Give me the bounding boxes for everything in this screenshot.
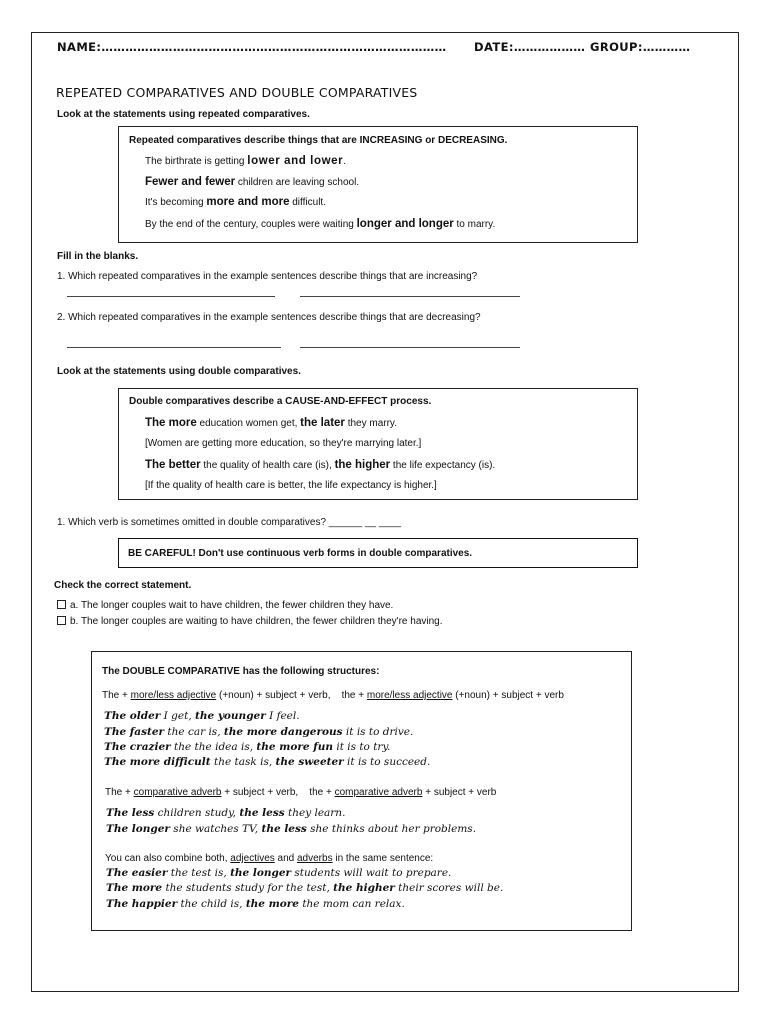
example-sentence: The older I get, the younger I feel. (104, 710, 300, 722)
answer-blank[interactable] (300, 296, 520, 297)
example-sentence: By the end of the century, couples were waiting longer and longer to marry. (145, 218, 496, 230)
fill-heading: Fill in the blanks. (57, 251, 139, 262)
omitted-verb-question: 1. Which verb is sometimes omitted in double comparatives? ______ __ ____ (57, 517, 402, 528)
box-title: Double comparatives describe a CAUSE-AND-EFFECT process. (129, 396, 432, 407)
checkbox-a[interactable] (57, 600, 66, 609)
date-field[interactable]: DATE:……………… (474, 40, 586, 54)
structures-title: The DOUBLE COMPARATIVE has the following structures: (102, 666, 380, 677)
example-sentence: The more education women get, the later they marry. (145, 417, 397, 429)
box-title: Repeated comparatives describe things that are INCREASING or DECREASING. (129, 135, 508, 146)
structure-formula: The + more/less adjective (+noun) + subject + verb, the + more/less adjective (+noun) + subject + verb (102, 690, 564, 701)
answer-blank[interactable] (300, 347, 520, 348)
question-increasing: 1. Which repeated comparatives in the example sentences describe things that are increasing? (57, 271, 478, 282)
careful-note: BE CAREFUL! Don't use continuous verb forms in double comparatives. (128, 548, 473, 559)
example-sentence: The birthrate is getting lower and lower. (145, 155, 346, 167)
structure-formula: You can also combine both, adjectives and adverbs in the same sentence: (105, 853, 434, 864)
example-sentence: The better the quality of health care (is), the higher the life expectancy (is). (145, 459, 496, 471)
example-sentence: The faster the car is, the more dangerous it is to drive. (104, 726, 414, 738)
example-sentence: The easier the test is, the longer students will wait to prepare. (106, 867, 452, 879)
double-comparatives-box (118, 388, 638, 500)
example-sentence: Fewer and fewer children are leaving school. (145, 176, 360, 188)
example-sentence: It's becoming more and more difficult. (145, 196, 326, 208)
example-sentence: The less children study, the less they learn. (106, 807, 346, 819)
name-field[interactable]: NAME:…………………………………………………………………………… (57, 40, 447, 54)
checkbox-b[interactable] (57, 616, 66, 625)
example-note: [If the quality of health care is better, the life expectancy is higher.] (145, 480, 437, 491)
example-sentence: The longer she watches TV, the less she thinks about her problems. (106, 823, 477, 835)
structure-formula: The + comparative adverb + subject + verb, the + comparative adverb + subject + verb (105, 787, 497, 798)
option-b[interactable]: b. The longer couples are waiting to have children, the fewer children they're having. (57, 616, 443, 627)
repeated-comparatives-box (118, 126, 638, 243)
section2-intro: Look at the statements using double comparatives. (57, 366, 301, 377)
option-a[interactable]: a. The longer couples wait to have children, the fewer children they have. (57, 600, 393, 611)
answer-blank[interactable] (67, 347, 281, 348)
section1-intro: Look at the statements using repeated comparatives. (57, 109, 310, 120)
page-title: REPEATED COMPARATIVES AND DOUBLE COMPARATIVES (56, 85, 418, 100)
question-decreasing: 2. Which repeated comparatives in the example sentences describe things that are decreasing? (57, 312, 481, 323)
example-sentence: The more difficult the task is, the sweeter it is to succeed. (104, 756, 431, 768)
careful-box (118, 538, 638, 568)
example-sentence: The more the students study for the test, the higher their scores will be. (106, 882, 504, 894)
example-note: [Women are getting more education, so they're marrying later.] (145, 438, 422, 449)
structures-box (91, 651, 632, 931)
example-sentence: The happier the child is, the more the mom can relax. (106, 898, 405, 910)
group-field[interactable]: GROUP:………… (590, 40, 691, 54)
answer-blank[interactable] (67, 296, 275, 297)
example-sentence: The crazier the the idea is, the more fun it is to try. (104, 741, 391, 753)
check-heading: Check the correct statement. (54, 580, 192, 591)
